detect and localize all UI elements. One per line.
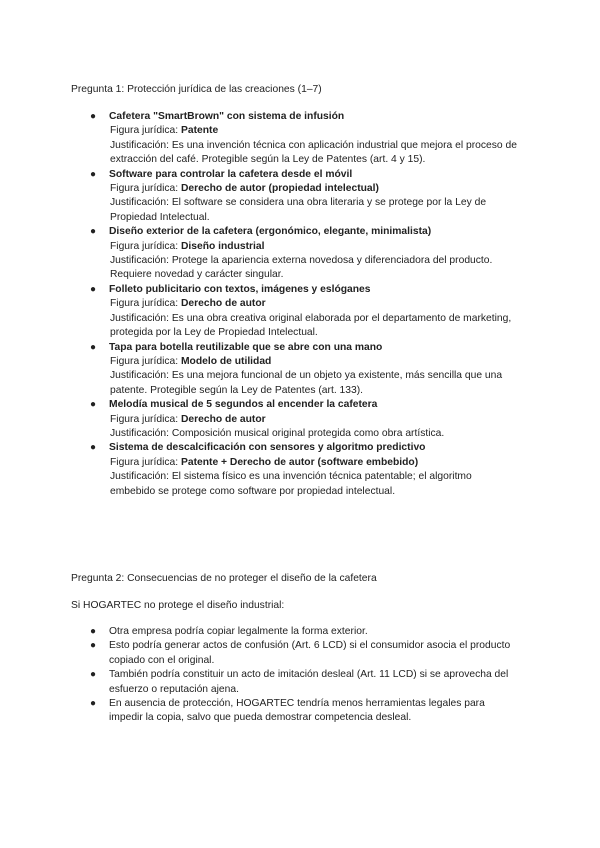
justification-line (109, 196, 519, 225)
justification-text: Composición musical original protegida como obra artística. (171, 427, 445, 439)
figure-value: Patente (180, 125, 219, 137)
bullet-icon: ● (90, 626, 97, 637)
justification-text: El software se considera una obra literaria y se protege por la Ley de Propiedad Intelectual. (110, 197, 487, 223)
bullet-icon: ● (90, 640, 97, 652)
bullet-icon: ● (90, 168, 97, 180)
figure-line (109, 240, 519, 254)
figure-line (109, 182, 519, 196)
figure-value: Derecho de autor (180, 413, 266, 425)
figure-line (109, 413, 519, 427)
list-item-text: Otra empresa podría copiar legalmente la forma exterior. (109, 626, 368, 637)
item-title: Tapa para botella reutilizable que se abre con una mano (109, 341, 383, 353)
figure-value: Derecho de autor (propiedad intelectual) (180, 183, 379, 195)
item-title: Melodía musical de 5 segundos al encender la cafetera (109, 399, 378, 411)
list-item (0, 225, 519, 283)
item-title: Software para controlar la cafetera desde el móvil (109, 168, 353, 180)
list-item (0, 625, 519, 639)
figure-value: Patente + Derecho de autor (software embebido) (180, 456, 419, 468)
justification-text: Es una invención técnica con aplicación industrial que mejora el proceso de extracción del café. Protegible según la Ley de Patentes (art. 4 y 15). (110, 139, 517, 166)
question-1-heading: Pregunta 1: Protección jurídica de las creaciones (1–7) (71, 84, 322, 95)
justification-line (109, 254, 519, 283)
justification-label: Justificación: (110, 139, 172, 151)
justification-label: Justificación: (110, 427, 172, 439)
bullet-icon: ● (90, 341, 97, 353)
bullet-icon: ● (90, 111, 97, 122)
list-item (0, 168, 519, 226)
list-item-text: Esto podría generar actos de confusión (Art. 6 LCD) si el consumidor asocia el producto copiado con el original. (109, 640, 511, 666)
bullet-icon: ● (90, 669, 97, 681)
list-item (0, 110, 519, 168)
figure-label: Figura jurídica: (110, 456, 181, 468)
justification-text: Protege la apariencia externa novedosa y diferenciadora del producto. Requiere novedad y carácter singular. (110, 255, 493, 281)
justification-line (109, 369, 519, 398)
list-item (0, 283, 519, 341)
figure-label: Figura jurídica: (110, 240, 181, 252)
figure-label: Figura jurídica: (110, 125, 181, 137)
list-item-text: También podría constituir un acto de imitación desleal (Art. 11 LCD) si se aprovecha del esfuerzo o reputación ajena. (109, 669, 509, 695)
bullet-icon: ● (90, 698, 97, 710)
bullet-icon: ● (90, 399, 97, 411)
item-title: Sistema de descalcificación con sensores y algoritmo predictivo (109, 442, 426, 454)
list-item (0, 639, 519, 668)
figure-value: Modelo de utilidad (180, 355, 272, 367)
justification-line (109, 312, 519, 341)
bullet-icon: ● (90, 442, 97, 454)
justification-label: Justificación: (110, 197, 172, 209)
figure-label: Figura jurídica: (110, 183, 181, 195)
justification-line (109, 139, 519, 168)
justification-text: El sistema físico es una invención técnica patentable; el algoritmo embebido se protege como software por propiedad intelectual. (110, 471, 472, 497)
list-item (0, 697, 519, 726)
list-item (0, 341, 519, 399)
bullet-icon: ● (90, 226, 97, 238)
question-2-heading: Pregunta 2: Consecuencias de no proteger el diseño de la cafetera (71, 573, 377, 584)
item-title: Diseño exterior de la cafetera (ergonómico, elegante, minimalista) (109, 226, 432, 238)
justification-text: Es una obra creativa original elaborada por el departamento de marketing, protegida por la Ley de Propiedad Intelectual. (110, 312, 512, 339)
justification-line (109, 470, 519, 499)
figure-label: Figura jurídica: (110, 413, 181, 425)
justification-label: Justificación: (110, 255, 172, 267)
figure-line (109, 297, 519, 311)
justification-label: Justificación: (110, 370, 172, 382)
list-item (0, 441, 519, 499)
figure-label: Figura jurídica: (110, 298, 181, 310)
question-2-list (0, 625, 519, 726)
justification-line (109, 427, 519, 441)
question-2-intro: Si HOGARTEC no protege el diseño industrial: (71, 600, 285, 611)
list-item (0, 398, 519, 441)
figure-line (109, 355, 519, 369)
bullet-icon: ● (90, 283, 97, 295)
list-item-text: En ausencia de protección, HOGARTEC tendría menos herramientas legales para impedir la copia, salvo que pueda demostrar competencia desleal. (109, 698, 485, 724)
item-title: Cafetera "SmartBrown" con sistema de infusión (109, 111, 345, 122)
figure-label: Figura jurídica: (110, 355, 181, 367)
item-title: Folleto publicitario con textos, imágenes y eslóganes (109, 283, 371, 295)
figure-line (109, 456, 519, 470)
figure-value: Derecho de autor (180, 298, 266, 310)
figure-line (109, 124, 519, 138)
figure-value: Diseño industrial (180, 240, 265, 252)
justification-label: Justificación: (110, 312, 172, 324)
list-item (0, 668, 519, 697)
justification-label: Justificación: (110, 471, 172, 483)
justification-text: Es una mejora funcional de un objeto ya existente, más sencilla que una patente. Protegible según la Ley de Patentes (art. 133). (110, 370, 503, 396)
question-1-list (0, 110, 519, 499)
